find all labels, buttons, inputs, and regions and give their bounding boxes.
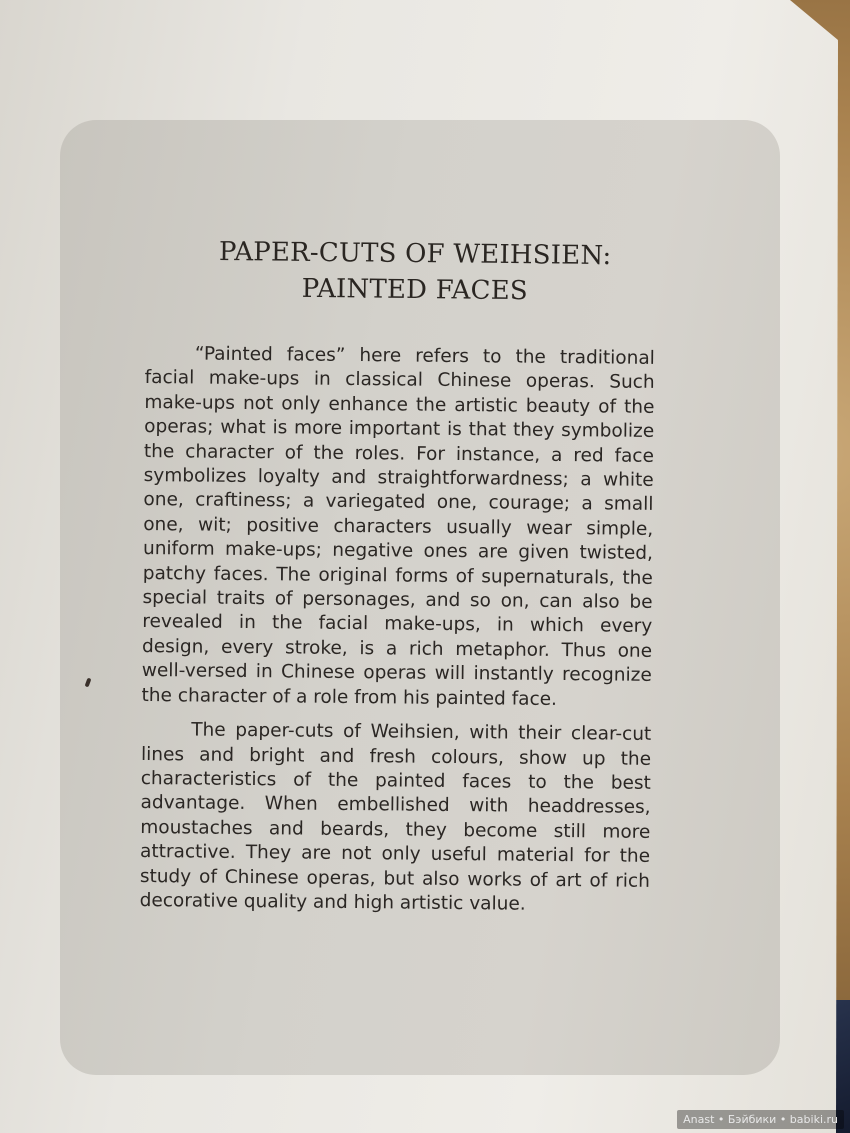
document-body xyxy=(139,342,655,928)
title-line-1: PAPER-CUTS OF WEIHSIEN: xyxy=(218,236,612,272)
paragraph-1: “Painted faces” here refers to the traditional facial make-ups in classical Chinese operas. Such make-ups not only enhance the artistic beauty of the operas; what is more important is that they symbolize the character of the roles. For instance, a red face symbolizes loyalty and straightforwardness; a white one, craftiness; a variegated one, courage; a small one, wit; positive characters usually wear simple, uniform make-ups; negative ones are given twisted, patchy faces. The original forms of supernaturals, the special traits of personages, and so on, can also be revealed in the facial make-ups, in which every design, every stroke, is a rich metaphor. Thus one well-versed in Chinese operas will instantly recognize the character of a role from his painted face. xyxy=(141,343,655,710)
paragraph-2: The paper-cuts of Weihsien, with their clear-cut lines and bright and fresh colours, show up the characteristics of the painted faces to the best advantage. When embellished with headdresses, moustaches and beards, they become still more attractive. They are not only useful material for the study of Chinese operas, but also works of art of rich decorative quality and high artistic value. xyxy=(139,719,652,915)
site-watermark: Anast • Бэйбики • babiki.ru xyxy=(677,1110,844,1129)
title-line-2: PAINTED FACES xyxy=(301,273,529,307)
document-title xyxy=(150,233,681,311)
